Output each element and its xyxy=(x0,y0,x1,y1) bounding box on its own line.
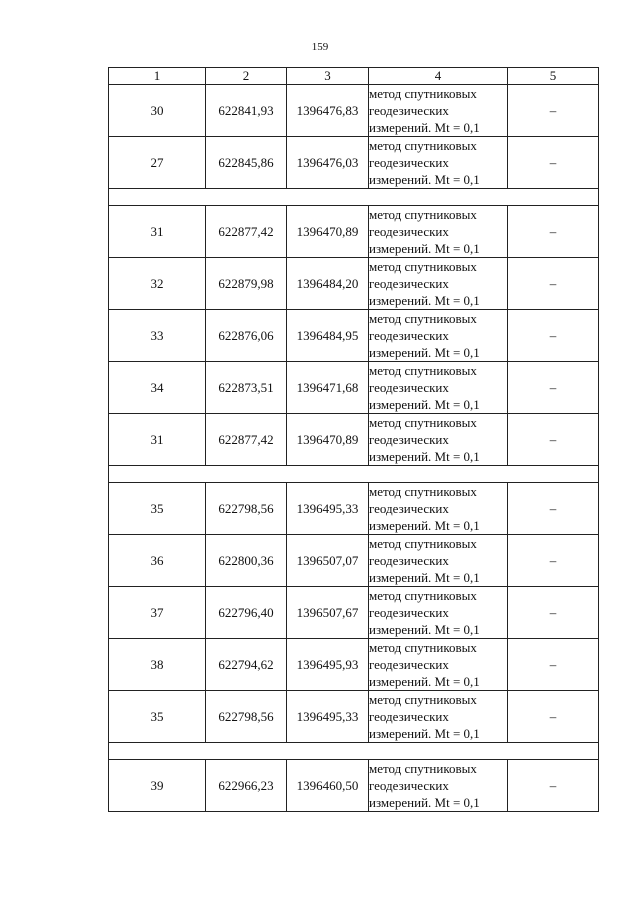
method-line: метод спутниковых xyxy=(369,259,477,274)
method-line: измерений. Mt = 0,1 xyxy=(369,570,480,585)
table-row xyxy=(109,691,599,743)
note-cell: – xyxy=(508,760,599,812)
separator-row xyxy=(109,189,599,206)
method-cell xyxy=(369,691,508,743)
method-line: измерений. Mt = 0,1 xyxy=(369,795,480,810)
method-line: геодезических xyxy=(369,605,449,620)
method-line: измерений. Mt = 0,1 xyxy=(369,241,480,256)
table-row xyxy=(109,310,599,362)
y-coordinate-cell: 1396495,93 xyxy=(287,639,369,691)
method-line: метод спутниковых xyxy=(369,207,477,222)
point-number-cell: 32 xyxy=(109,258,206,310)
note-cell: – xyxy=(508,535,599,587)
method-line: геодезических xyxy=(369,224,449,239)
y-coordinate-cell: 1396470,89 xyxy=(287,206,369,258)
page-number: 159 xyxy=(311,41,329,53)
y-coordinate-cell: 1396460,50 xyxy=(287,760,369,812)
method-line: геодезических xyxy=(369,553,449,568)
method-line: измерений. Mt = 0,1 xyxy=(369,345,480,360)
y-coordinate-cell: 1396471,68 xyxy=(287,362,369,414)
note-cell: – xyxy=(508,639,599,691)
x-coordinate-cell: 622877,42 xyxy=(206,414,287,466)
y-coordinate-cell: 1396476,83 xyxy=(287,85,369,137)
method-line: метод спутниковых xyxy=(369,415,477,430)
note-cell: – xyxy=(508,258,599,310)
method-line: геодезических xyxy=(369,155,449,170)
method-line: геодезических xyxy=(369,276,449,291)
point-number-cell: 27 xyxy=(109,137,206,189)
separator-cell xyxy=(109,189,599,206)
method-line: геодезических xyxy=(369,328,449,343)
table-row xyxy=(109,85,599,137)
x-coordinate-cell: 622841,93 xyxy=(206,85,287,137)
table-row xyxy=(109,206,599,258)
method-cell xyxy=(369,587,508,639)
point-number-cell: 31 xyxy=(109,206,206,258)
note-cell: – xyxy=(508,362,599,414)
point-number-cell: 37 xyxy=(109,587,206,639)
table-row xyxy=(109,483,599,535)
point-number-cell: 30 xyxy=(109,85,206,137)
note-cell: – xyxy=(508,137,599,189)
x-coordinate-cell: 622798,56 xyxy=(206,483,287,535)
column-header: 4 xyxy=(369,68,508,85)
y-coordinate-cell: 1396484,20 xyxy=(287,258,369,310)
separator-cell xyxy=(109,743,599,760)
method-line: измерений. Mt = 0,1 xyxy=(369,674,480,689)
table-row xyxy=(109,639,599,691)
x-coordinate-cell: 622798,56 xyxy=(206,691,287,743)
x-coordinate-cell: 622877,42 xyxy=(206,206,287,258)
x-coordinate-cell: 622845,86 xyxy=(206,137,287,189)
x-coordinate-cell: 622800,36 xyxy=(206,535,287,587)
note-cell: – xyxy=(508,483,599,535)
method-line: метод спутниковых xyxy=(369,640,477,655)
point-number-cell: 38 xyxy=(109,639,206,691)
y-coordinate-cell: 1396495,33 xyxy=(287,691,369,743)
method-line: геодезических xyxy=(369,778,449,793)
method-line: метод спутниковых xyxy=(369,86,477,101)
separator-row xyxy=(109,466,599,483)
method-line: геодезических xyxy=(369,432,449,447)
table-body xyxy=(109,85,599,812)
note-cell: – xyxy=(508,310,599,362)
table-row xyxy=(109,362,599,414)
method-line: метод спутниковых xyxy=(369,588,477,603)
x-coordinate-cell: 622794,62 xyxy=(206,639,287,691)
point-number-cell: 39 xyxy=(109,760,206,812)
table-row xyxy=(109,414,599,466)
method-line: измерений. Mt = 0,1 xyxy=(369,726,480,741)
method-cell xyxy=(369,206,508,258)
method-line: измерений. Mt = 0,1 xyxy=(369,397,480,412)
y-coordinate-cell: 1396507,07 xyxy=(287,535,369,587)
note-cell: – xyxy=(508,414,599,466)
table-row xyxy=(109,587,599,639)
note-cell: – xyxy=(508,587,599,639)
point-number-cell: 35 xyxy=(109,691,206,743)
table-row xyxy=(109,258,599,310)
method-line: метод спутниковых xyxy=(369,311,477,326)
y-coordinate-cell: 1396507,67 xyxy=(287,587,369,639)
column-header: 5 xyxy=(508,68,599,85)
method-line: метод спутниковых xyxy=(369,484,477,499)
point-number-cell: 35 xyxy=(109,483,206,535)
table-row xyxy=(109,760,599,812)
method-cell xyxy=(369,362,508,414)
method-cell xyxy=(369,535,508,587)
note-cell: – xyxy=(508,85,599,137)
point-number-cell: 34 xyxy=(109,362,206,414)
method-cell xyxy=(369,414,508,466)
y-coordinate-cell: 1396484,95 xyxy=(287,310,369,362)
x-coordinate-cell: 622876,06 xyxy=(206,310,287,362)
method-line: измерений. Mt = 0,1 xyxy=(369,518,480,533)
method-cell xyxy=(369,85,508,137)
method-line: метод спутниковых xyxy=(369,536,477,551)
method-cell xyxy=(369,137,508,189)
method-line: измерений. Mt = 0,1 xyxy=(369,172,480,187)
method-line: метод спутниковых xyxy=(369,761,477,776)
method-cell xyxy=(369,310,508,362)
method-line: геодезических xyxy=(369,709,449,724)
point-number-cell: 31 xyxy=(109,414,206,466)
method-cell xyxy=(369,483,508,535)
y-coordinate-cell: 1396476,03 xyxy=(287,137,369,189)
x-coordinate-cell: 622796,40 xyxy=(206,587,287,639)
column-header: 3 xyxy=(287,68,369,85)
x-coordinate-cell: 622873,51 xyxy=(206,362,287,414)
method-line: измерений. Mt = 0,1 xyxy=(369,449,480,464)
method-cell xyxy=(369,258,508,310)
note-cell: – xyxy=(508,691,599,743)
column-header: 2 xyxy=(206,68,287,85)
separator-row xyxy=(109,743,599,760)
coordinates-table xyxy=(108,67,599,812)
method-line: измерений. Mt = 0,1 xyxy=(369,293,480,308)
method-line: метод спутниковых xyxy=(369,138,477,153)
point-number-cell: 36 xyxy=(109,535,206,587)
x-coordinate-cell: 622879,98 xyxy=(206,258,287,310)
column-header: 1 xyxy=(109,68,206,85)
separator-cell xyxy=(109,466,599,483)
method-line: метод спутниковых xyxy=(369,692,477,707)
method-line: геодезических xyxy=(369,380,449,395)
method-cell xyxy=(369,639,508,691)
x-coordinate-cell: 622966,23 xyxy=(206,760,287,812)
table-row xyxy=(109,137,599,189)
method-cell xyxy=(369,760,508,812)
point-number-cell: 33 xyxy=(109,310,206,362)
method-line: геодезических xyxy=(369,501,449,516)
y-coordinate-cell: 1396495,33 xyxy=(287,483,369,535)
method-line: метод спутниковых xyxy=(369,363,477,378)
table-header-row xyxy=(109,68,599,85)
method-line: геодезических xyxy=(369,103,449,118)
note-cell: – xyxy=(508,206,599,258)
table-row xyxy=(109,535,599,587)
y-coordinate-cell: 1396470,89 xyxy=(287,414,369,466)
method-line: измерений. Mt = 0,1 xyxy=(369,622,480,637)
method-line: геодезических xyxy=(369,657,449,672)
method-line: измерений. Mt = 0,1 xyxy=(369,120,480,135)
